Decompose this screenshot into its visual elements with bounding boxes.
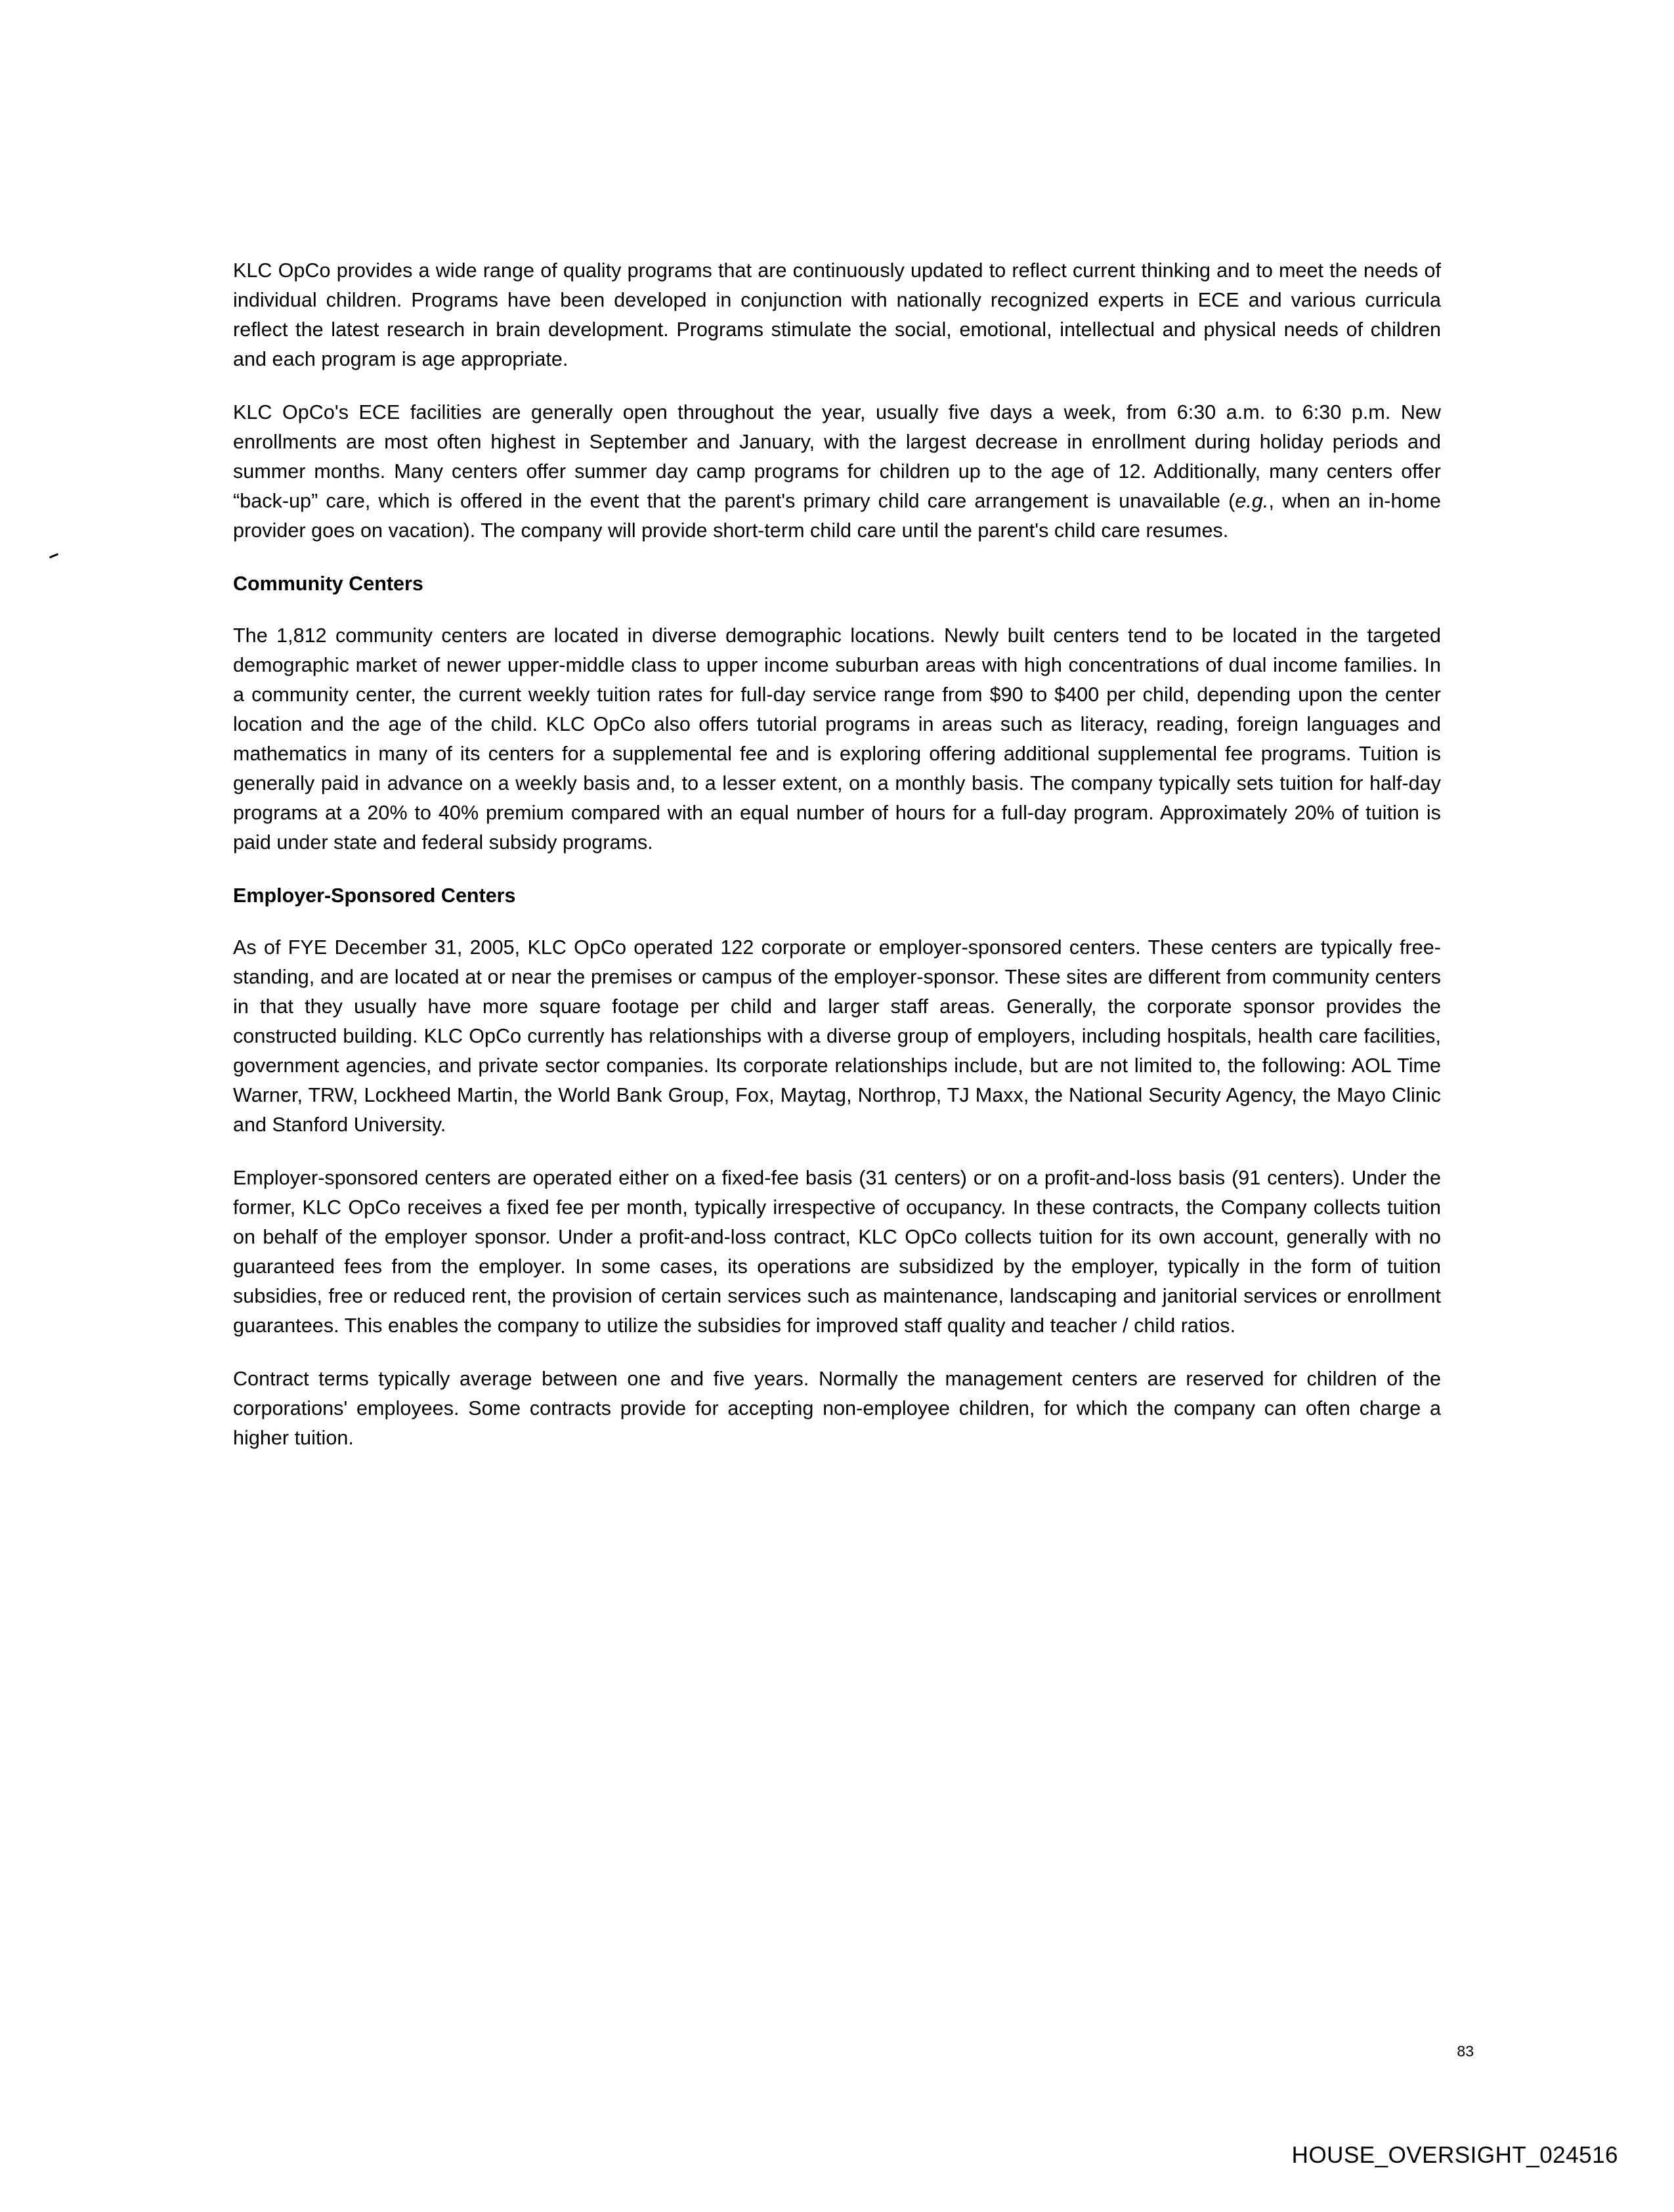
paragraph-intro: KLC OpCo provides a wide range of quality programs that are continuously updated to reflect current thinking and to meet the needs of individual children. Programs have been developed in conjunction with nationally recognized experts in ECE and various curricula reflect the latest research in brain development. Programs stimulate the social, emotional, intellectual and physical needs of children and each program is age appropriate. [233, 259, 1441, 370]
paragraph-contract-terms: Contract terms typically average between one and five years. Normally the management centers are reserved for children of the corporations' employees. Some contracts provide for accepting non-employee children, for which the company can often charge a higher tuition. [233, 1368, 1441, 1449]
stray-ink-mark [49, 553, 58, 558]
heading-community-centers: Community Centers [233, 573, 423, 595]
document-body [233, 256, 1441, 1453]
paragraph-ece-part2: , when an in-home provider goes on vacation). The company will provide short-term child care until the parent's child care resumes. [233, 490, 1441, 542]
paragraph-ece-facilities [233, 398, 1441, 546]
heading-employer-sponsored-centers: Employer-Sponsored Centers [233, 884, 516, 907]
paragraph-ece-part1: KLC OpCo's ECE facilities are generally open throughout the year, usually five days a week, from 6:30 a.m. to 6:30 p.m. New enrollments are most often highest in September and January, with the largest decrease in enrollment during holiday periods and summer months. Many centers offer summer day camp programs for children up to the age of 12. Additionally, many centers offer “back-up” care, which is offered in the event that the parent's primary child care arrangement is unavailable ( [233, 401, 1441, 512]
paragraph-ece-italic: e.g. [1235, 490, 1269, 512]
paragraph-employer-sponsored-overview: As of FYE December 31, 2005, KLC OpCo operated 122 corporate or employer-sponsored centers. These centers are typically free-standing, and are located at or near the premises or campus of the employer-sponsor. These sites are different from community centers in that they usually have more square footage per child and larger staff areas. Generally, the corporate sponsor provides the constructed building. KLC OpCo currently has relationships with a diverse group of employers, including hospitals, health care facilities, government agencies, and private sector companies. Its corporate relationships include, but are not limited to, the following: AOL Time Warner, TRW, Lockheed Martin, the World Bank Group, Fox, Maytag, Northrop, TJ Maxx, the National Security Agency, the Mayo Clinic and Stanford University. [233, 936, 1441, 1136]
bates-stamp: HOUSE_OVERSIGHT_024516 [1291, 2142, 1618, 2168]
page-number: 83 [1457, 2043, 1474, 2060]
paragraph-fee-structure: Employer-sponsored centers are operated either on a fixed-fee basis (31 centers) or on a profit-and-loss basis (91 centers). Under the former, KLC OpCo receives a fixed fee per month, typically irrespective of occupancy. In these contracts, the Company collects tuition on behalf of the employer sponsor. Under a profit-and-loss contract, KLC OpCo collects tuition for its own account, generally with no guaranteed fees from the employer. In some cases, its operations are subsidized by the employer, typically in the form of tuition subsidies, free or reduced rent, the provision of certain services such as maintenance, landscaping and janitorial services or enrollment guarantees. This enables the company to utilize the subsidies for improved staff quality and teacher / child ratios. [233, 1167, 1441, 1337]
paragraph-community-centers: The 1,812 community centers are located in diverse demographic locations. Newly built centers tend to be located in the targeted demographic market of newer upper-middle class to upper income suburban areas with high concentrations of dual income families. In a community center, the current weekly tuition rates for full-day service range from $90 to $400 per child, depending upon the center location and the age of the child. KLC OpCo also offers tutorial programs in areas such as literacy, reading, foreign languages and mathematics in many of its centers for a supplemental fee and is exploring offering additional supplemental fee programs. Tuition is generally paid in advance on a weekly basis and, to a lesser extent, on a monthly basis. The company typically sets tuition for half-day programs at a 20% to 40% premium compared with an equal number of hours for a full-day program. Approximately 20% of tuition is paid under state and federal subsidy programs. [233, 624, 1441, 854]
